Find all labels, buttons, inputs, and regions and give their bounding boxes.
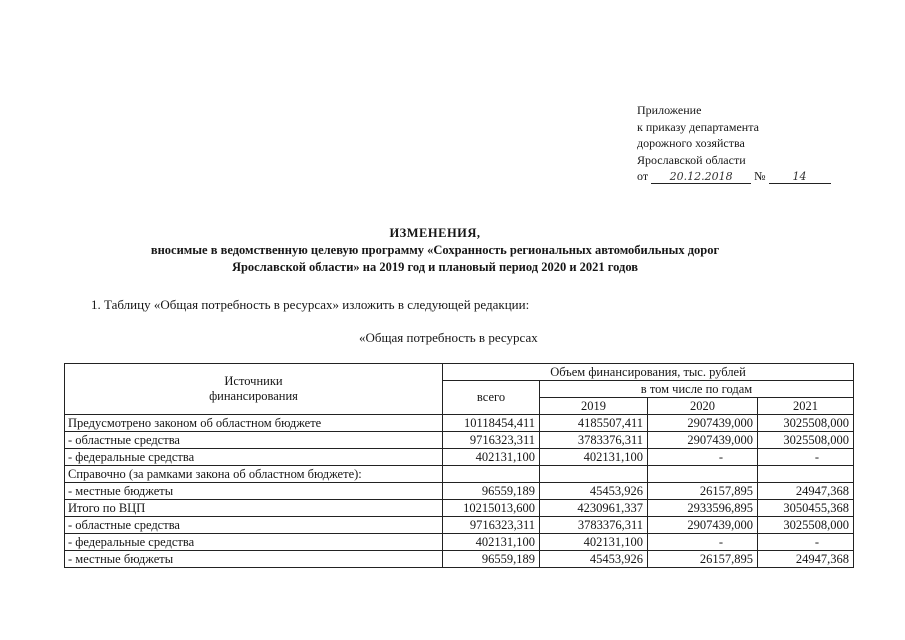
value-cell — [540, 466, 648, 483]
appendix-line: дорожного хозяйства — [637, 136, 745, 150]
value-cell: 2907439,000 — [648, 432, 758, 449]
row-label: Итого по ВЦП — [65, 500, 443, 517]
appendix-line: Ярославской области — [637, 152, 746, 167]
dash-value: - — [814, 450, 819, 464]
value-cell: 96559,189 — [443, 551, 540, 568]
from-label: от — [637, 169, 649, 183]
appendix-date-line — [637, 168, 831, 185]
value-cell: 4185507,411 — [540, 415, 648, 432]
row-label: Справочно (за рамками закона об областном бюджете): — [65, 466, 443, 483]
dash-value: - — [718, 450, 723, 464]
title-line: Ярославской области» на 2019 год и плановый период 2020 и 2021 годов — [231, 260, 639, 274]
value-cell — [758, 466, 854, 483]
sources-header — [65, 364, 443, 415]
table-header-row — [65, 364, 854, 381]
table-row — [65, 534, 854, 551]
row-label: - местные бюджеты — [65, 483, 443, 500]
total-header: всего — [443, 381, 540, 415]
row-label: - федеральные средства — [65, 534, 443, 551]
table-row — [65, 483, 854, 500]
appendix-block — [637, 102, 831, 185]
table-row — [65, 466, 854, 483]
table-row — [65, 551, 854, 568]
row-label: - областные средства — [65, 517, 443, 534]
instruction-paragraph: 1. Таблицу «Общая потребность в ресурсах» изложить в следующей редакции: — [91, 297, 530, 312]
value-cell — [758, 449, 854, 466]
value-cell: 402131,100 — [443, 534, 540, 551]
year-header: 2021 — [758, 398, 854, 415]
value-cell: 10118454,411 — [443, 415, 540, 432]
table-row — [65, 449, 854, 466]
value-cell: 26157,895 — [648, 551, 758, 568]
value-cell — [443, 466, 540, 483]
value-cell: 3025508,000 — [758, 432, 854, 449]
volume-header: Объем финансирования, тыс. рублей — [443, 364, 854, 381]
value-cell: 2907439,000 — [648, 415, 758, 432]
value-cell: 402131,100 — [443, 449, 540, 466]
document-title — [40, 225, 830, 276]
row-label: - местные бюджеты — [65, 551, 443, 568]
table-caption: «Общая потребность в ресурсах — [359, 330, 538, 345]
dash-value: - — [814, 535, 819, 549]
value-cell: 3050455,368 — [758, 500, 854, 517]
sources-header-line: финансирования — [209, 389, 298, 403]
value-cell: 9716323,311 — [443, 432, 540, 449]
value-cell: 3025508,000 — [758, 517, 854, 534]
resources-table-body — [65, 364, 854, 568]
value-cell: 10215013,600 — [443, 500, 540, 517]
year-header: 2019 — [540, 398, 648, 415]
value-cell: 45453,926 — [540, 483, 648, 500]
appendix-line: Приложение — [637, 103, 702, 117]
resources-table — [64, 363, 854, 568]
title-line: вносимые в ведомственную целевую программу «Сохранность региональных автомобильных дорог — [150, 243, 720, 257]
value-cell: 24947,368 — [758, 551, 854, 568]
value-cell: 45453,926 — [540, 551, 648, 568]
table-row — [65, 500, 854, 517]
row-label: Предусмотрено законом об областном бюджете — [65, 415, 443, 432]
value-cell: 9716323,311 — [443, 517, 540, 534]
value-cell: 3783376,311 — [540, 517, 648, 534]
value-cell — [648, 466, 758, 483]
value-cell — [758, 534, 854, 551]
value-cell: 402131,100 — [540, 449, 648, 466]
value-cell: 4230961,337 — [540, 500, 648, 517]
table-row — [65, 432, 854, 449]
by-years-header: в том числе по годам — [540, 381, 854, 398]
row-label: - федеральные средства — [65, 449, 443, 466]
number-label: № — [754, 169, 766, 183]
sources-header-line: Источники — [224, 374, 283, 388]
title-heading: ИЗМЕНЕНИЯ, — [389, 226, 481, 240]
value-cell: 24947,368 — [758, 483, 854, 500]
value-cell: 402131,100 — [540, 534, 648, 551]
row-label: - областные средства — [65, 432, 443, 449]
value-cell: 2933596,895 — [648, 500, 758, 517]
value-cell: 2907439,000 — [648, 517, 758, 534]
appendix-line: к приказу департамента — [637, 119, 759, 134]
year-header: 2020 — [648, 398, 758, 415]
table-row — [65, 415, 854, 432]
value-cell — [648, 449, 758, 466]
value-cell: 3025508,000 — [758, 415, 854, 432]
value-cell: 26157,895 — [648, 483, 758, 500]
value-cell — [648, 534, 758, 551]
table-row — [65, 517, 854, 534]
value-cell: 96559,189 — [443, 483, 540, 500]
value-cell: 3783376,311 — [540, 432, 648, 449]
order-number: 14 — [769, 170, 831, 184]
dash-value: - — [718, 535, 723, 549]
order-date: 20.12.2018 — [651, 170, 751, 184]
